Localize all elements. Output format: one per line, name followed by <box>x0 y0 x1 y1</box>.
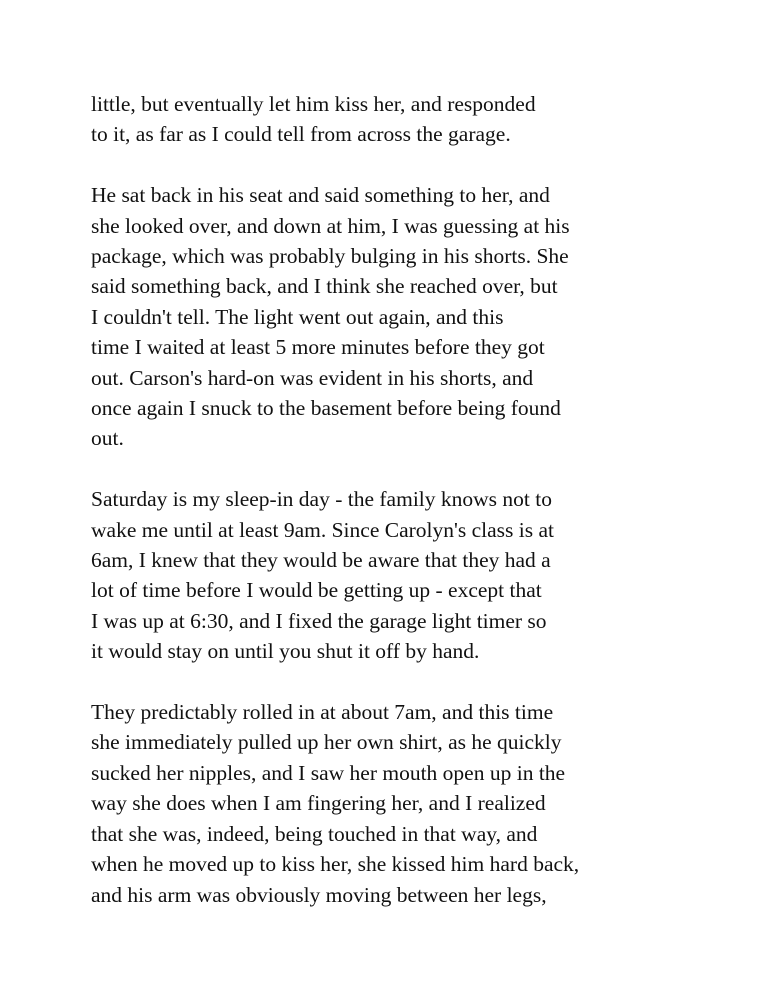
text-line: when he moved up to kiss her, she kissed him hard back, <box>91 852 580 877</box>
text-line: she looked over, and down at him, I was guessing at his <box>91 213 570 238</box>
text-line: I couldn't tell. The light went out again, and this <box>91 304 504 329</box>
text-line: it would stay on until you shut it off by hand. <box>91 639 480 664</box>
text-line: Saturday is my sleep-in day - the family knows not to <box>91 487 552 512</box>
text-line: and his arm was obviously moving between her legs, <box>91 882 547 907</box>
text-line: out. Carson's hard-on was evident in his shorts, and <box>91 365 534 390</box>
paragraph-3 <box>91 484 731 666</box>
text-line: wake me until at least 9am. Since Carolyn's class is at <box>91 517 555 542</box>
text-line: she immediately pulled up her own shirt, as he quickly <box>91 730 562 755</box>
text-line: that she was, indeed, being touched in that way, and <box>91 821 538 846</box>
text-line: once again I snuck to the basement before being found <box>91 396 561 421</box>
document-body <box>91 89 731 940</box>
text-line: They predictably rolled in at about 7am, and this time <box>91 700 554 725</box>
text-line: time I waited at least 5 more minutes before they got <box>91 335 545 360</box>
text-line: way she does when I am fingering her, and I realized <box>91 791 546 816</box>
text-line: out. <box>91 426 124 451</box>
text-line: lot of time before I would be getting up - except that <box>91 578 542 603</box>
text-line: little, but eventually let him kiss her, and responded <box>91 92 536 116</box>
paragraph-4 <box>91 697 731 910</box>
text-line: said something back, and I think she reached over, but <box>91 274 558 299</box>
text-line: I was up at 6:30, and I fixed the garage light timer so <box>91 608 547 633</box>
text-line: sucked her nipples, and I saw her mouth open up in the <box>91 760 566 785</box>
text-line: package, which was probably bulging in his shorts. She <box>91 244 569 269</box>
paragraph-1 <box>91 89 731 150</box>
text-line: to it, as far as I could tell from across the garage. <box>91 122 511 147</box>
paragraph-2 <box>91 180 731 454</box>
text-line: He sat back in his seat and said something to her, and <box>91 183 550 208</box>
text-line: 6am, I knew that they would be aware that they had a <box>91 548 551 573</box>
